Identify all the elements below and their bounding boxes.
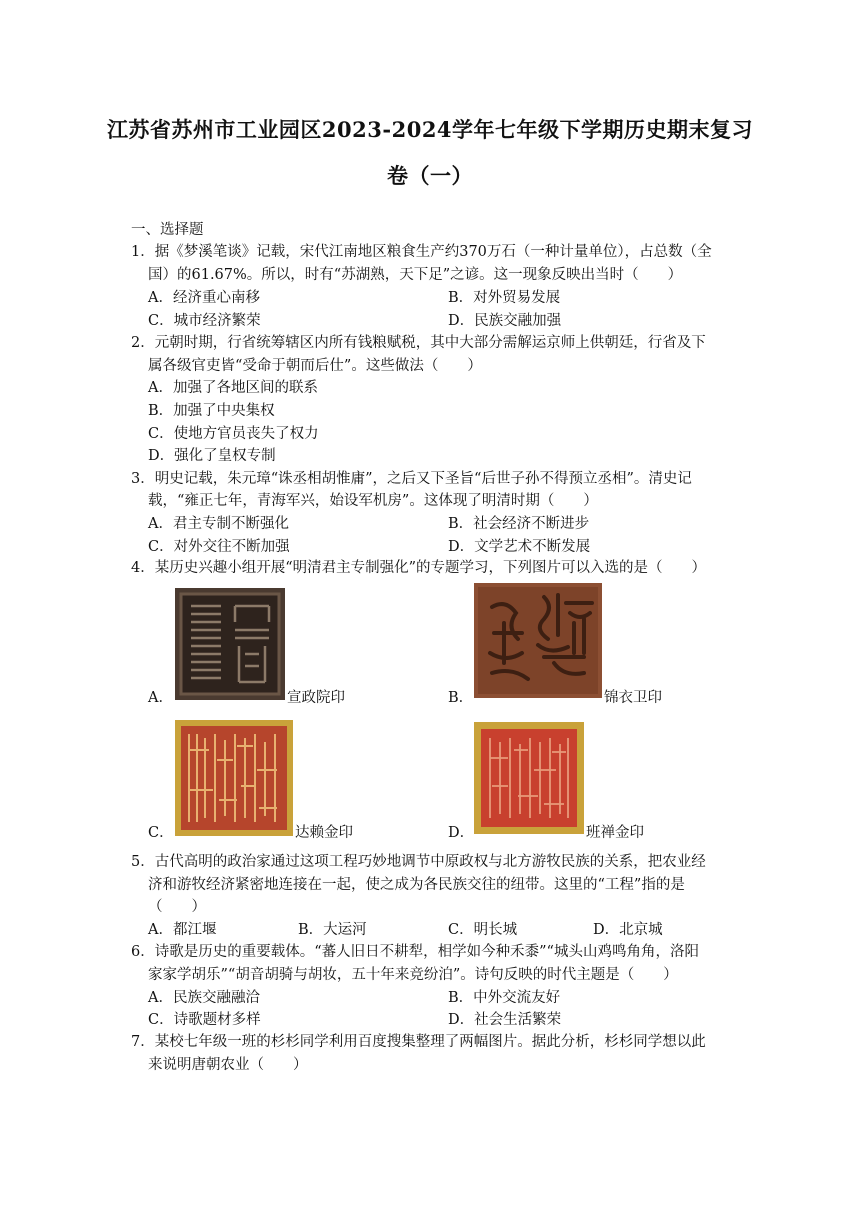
question-1-option-d[interactable]: D．民族交融加强 — [448, 313, 562, 329]
question-3-option-c[interactable]: C．对外交往不断加强 — [148, 539, 290, 555]
question-3-line-2: 载，“雍正七年，青海军兴，始设军机房”。这体现了明清时期（ ） — [148, 493, 598, 509]
title-line-1: 江苏省苏州市工业园区2023-2024学年七年级下学期历史期末复习 — [106, 117, 754, 142]
question-2-option-a[interactable]: A．加强了各地区间的联系 — [148, 380, 318, 396]
question-5-option-a[interactable]: A．都江堰 — [148, 922, 217, 938]
option-c-letter[interactable]: C． — [148, 825, 174, 841]
option-b-letter[interactable]: B． — [448, 690, 474, 706]
question-2-line-2: 属各级官吏皆“受命于朝而后仕”。这些做法（ ） — [148, 358, 482, 374]
panchen-gold-seal-image — [474, 722, 584, 834]
question-5-option-c[interactable]: C．明长城 — [448, 922, 518, 938]
question-6-option-d[interactable]: D．社会生活繁荣 — [448, 1012, 562, 1028]
section-heading: 一、选择题 — [131, 222, 204, 238]
option-a-label: 宣政院印 — [287, 690, 345, 706]
option-d-label: 班禅金印 — [586, 825, 644, 841]
jinyiwei-seal-image — [474, 583, 602, 698]
option-a-letter[interactable]: A． — [148, 690, 173, 706]
xuanzhengyuan-seal-image — [175, 588, 285, 700]
question-1-line-1: 1．据《梦溪笔谈》记载，宋代江南地区粮食生产约370万石（一种计量单位），占总数（全 — [131, 244, 712, 260]
question-4-line-1: 4．某历史兴趣小组开展“明清君主专制强化”的专题学习，下列图片可以入选的是（ ） — [131, 560, 707, 576]
question-5-option-d[interactable]: D．北京城 — [593, 922, 663, 938]
dalai-gold-seal-image — [175, 720, 293, 836]
question-3-option-b[interactable]: B．社会经济不断进步 — [448, 516, 590, 532]
question-2-option-c[interactable]: C．使地方官员丧失了权力 — [148, 426, 319, 442]
question-1-option-c[interactable]: C．城市经济繁荣 — [148, 313, 261, 329]
question-6-line-2: 家家学胡乐”“胡音胡骑与胡妆，五十年来竞纷泊”。诗句反映的时代主题是（ ） — [148, 967, 678, 983]
question-6-line-1: 6．诗歌是历史的重要载体。“蕃人旧日不耕犁，相学如今种禾黍”“城头山鸡鸣角角，洛阳 — [131, 944, 699, 960]
question-3-option-d[interactable]: D．文学艺术不断发展 — [448, 539, 591, 555]
question-6-option-b[interactable]: B．中外交流友好 — [448, 990, 561, 1006]
question-5-option-b[interactable]: B．大运河 — [298, 922, 367, 938]
question-3-line-1: 3．明史记载，朱元璋“诛丞相胡惟庸”，之后又下圣旨“后世子孙不得预立丞相”。清史记 — [131, 471, 692, 487]
option-d-letter[interactable]: D． — [448, 825, 475, 841]
question-1-line-2: 国）的61.67%。所以，时有“苏湖熟，天下足”之谚。这一现象反映出当时（ ） — [148, 267, 683, 283]
question-2-option-b[interactable]: B．加强了中央集权 — [148, 403, 275, 419]
question-7-line-1: 7．某校七年级一班的杉杉同学利用百度搜集整理了两幅图片。据此分析，杉杉同学想以此 — [131, 1034, 706, 1050]
question-1-option-b[interactable]: B．对外贸易发展 — [448, 290, 561, 306]
title-line-2: 卷（一） — [387, 163, 473, 188]
question-5-line-3: （ ） — [148, 899, 206, 915]
option-b-label: 锦衣卫印 — [604, 690, 662, 706]
question-7-line-2: 来说明唐朝农业（ ） — [148, 1057, 308, 1073]
question-6-option-c[interactable]: C．诗歌题材多样 — [148, 1012, 261, 1028]
question-2-option-d[interactable]: D．强化了皇权专制 — [148, 448, 276, 464]
option-c-label: 达赖金印 — [295, 825, 353, 841]
question-6-option-a[interactable]: A．民族交融融洽 — [148, 990, 260, 1006]
question-1-option-a[interactable]: A．经济重心南移 — [148, 290, 260, 306]
question-3-option-a[interactable]: A．君主专制不断强化 — [148, 516, 289, 532]
question-5-line-1: 5．古代高明的政治家通过这项工程巧妙地调节中原政权与北方游牧民族的关系，把农业经 — [131, 854, 706, 870]
question-5-line-2: 济和游牧经济紧密地连接在一起，使之成为各民族交往的纽带。这里的“工程”指的是 — [148, 877, 685, 893]
question-2-line-1: 2．元朝时期，行省统筹辖区内所有钱粮赋税，其中大部分需解运京师上供朝廷，行省及下 — [131, 335, 706, 351]
